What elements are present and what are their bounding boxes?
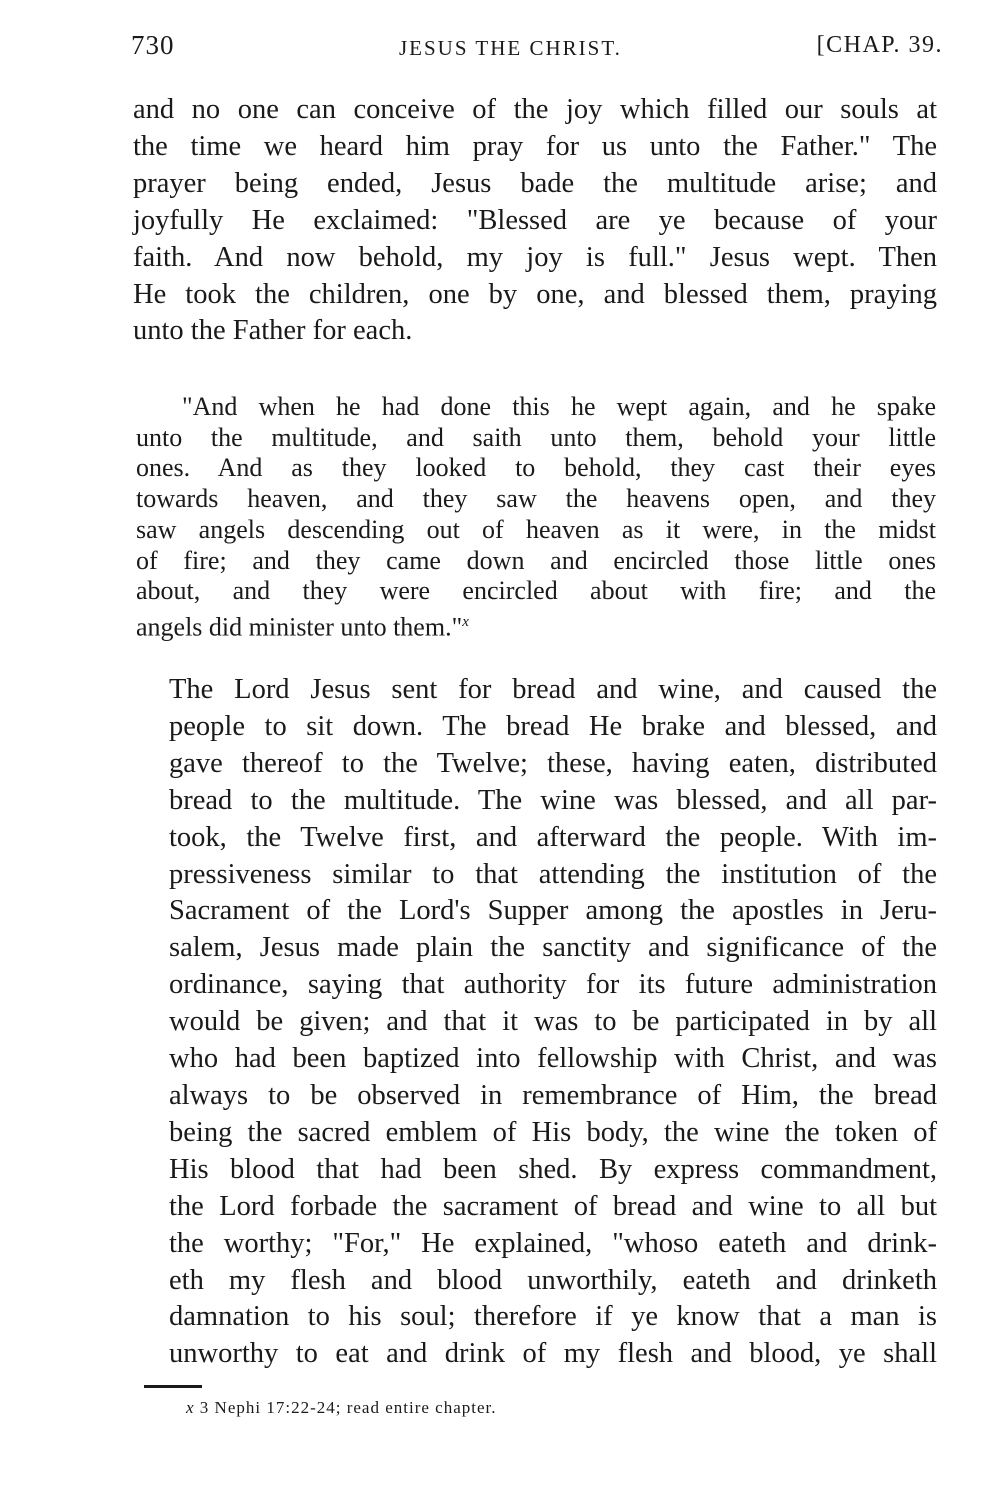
quote-line: about, and they were encircled about with fire; and the: [136, 576, 936, 606]
text-line: The Lord Jesus sent for bread and wine, and caused the: [169, 674, 937, 705]
paragraph-sacrament: [133, 672, 937, 1373]
text-line: who had been baptized into fellowship with Christ, and was: [169, 1043, 937, 1075]
footnote-text: 3 Nephi 17:22-24; read entire chapter.: [199, 1398, 497, 1417]
text-line: damnation to his soul; therefore if ye know that a man is: [169, 1301, 937, 1333]
quote-line: [136, 607, 936, 643]
running-header: [131, 30, 943, 70]
text-line: always to be observed in remembrance of Him, the bread: [169, 1079, 937, 1111]
quote-line: ones. And as they looked to behold, they cast their eyes: [136, 453, 936, 483]
text-line: eth my flesh and blood unworthily, eateth and drinketh: [169, 1264, 937, 1296]
text-line: ordinance, saying that authority for its future administration: [169, 969, 937, 1001]
text-line: gave thereof to the Twelve; these, having eaten, distributed: [169, 747, 937, 779]
text-line: prayer being ended, Jesus bade the multitude arise; and: [133, 167, 937, 199]
text-line: and no one can conceive of the joy which filled our souls at: [133, 94, 937, 125]
text-line: the worthy; "For," He explained, "whoso eateth and drink-: [169, 1227, 937, 1259]
text-line: would be given; and that it was to be participated in by all: [169, 1006, 937, 1038]
quote-line: unto the multitude, and saith unto them, behold your little: [136, 422, 936, 452]
text-line: salem, Jesus made plain the sanctity and significance of the: [169, 932, 937, 964]
text-line: joyfully He exclaimed: "Blessed are ye because of your: [133, 204, 937, 236]
text-line: being the sacred emblem of His body, the wine the token of: [169, 1116, 937, 1148]
text-line: unworthy to eat and drink of my flesh and blood, ye shall: [169, 1338, 937, 1370]
footnote-divider: [144, 1385, 202, 1388]
text-line: faith. And now behold, my joy is full." Jesus wept. Then: [133, 241, 937, 273]
paragraph-continuation: [133, 92, 937, 350]
text-line: pressiveness similar to that attending the institution of the: [169, 858, 937, 890]
text-line: the Lord forbade the sacrament of bread and wine to all but: [169, 1190, 937, 1222]
quote-line: of fire; and they came down and encircled those little ones: [136, 545, 936, 575]
chapter-reference: [CHAP. 39.: [816, 32, 943, 58]
text-line: His blood that had been shed. By express commandment,: [169, 1153, 937, 1185]
text-line: Sacrament of the Lord's Supper among the apostles in Jeru-: [169, 895, 937, 927]
text-line: people to sit down. The bread He brake and blessed, and: [169, 710, 937, 742]
page-number: 730: [131, 30, 175, 60]
running-title: JESUS THE CHRIST.: [399, 36, 622, 60]
quote-line-text: angels did minister unto them.": [136, 612, 463, 642]
text-line: He took the children, one by one, and blessed them, praying: [133, 278, 937, 310]
text-line: unto the Father for each.: [133, 315, 413, 347]
quote-line: towards heaven, and they saw the heavens open, and they: [136, 484, 936, 514]
block-quotation: [136, 392, 936, 643]
footnote-symbol: x: [186, 1398, 195, 1417]
footnote: [186, 1398, 496, 1418]
text-line: the time we heard him pray for us unto the Father." The: [133, 130, 937, 162]
text-line: took, the Twelve first, and afterward the people. With im-: [169, 821, 937, 853]
quote-line: "And when he had done this he wept again, and he spake: [182, 392, 936, 421]
quote-line: saw angels descending out of heaven as it were, in the midst: [136, 514, 936, 544]
footnote-marker: x: [462, 613, 469, 630]
text-line: bread to the multitude. The wine was blessed, and all par-: [169, 784, 937, 816]
